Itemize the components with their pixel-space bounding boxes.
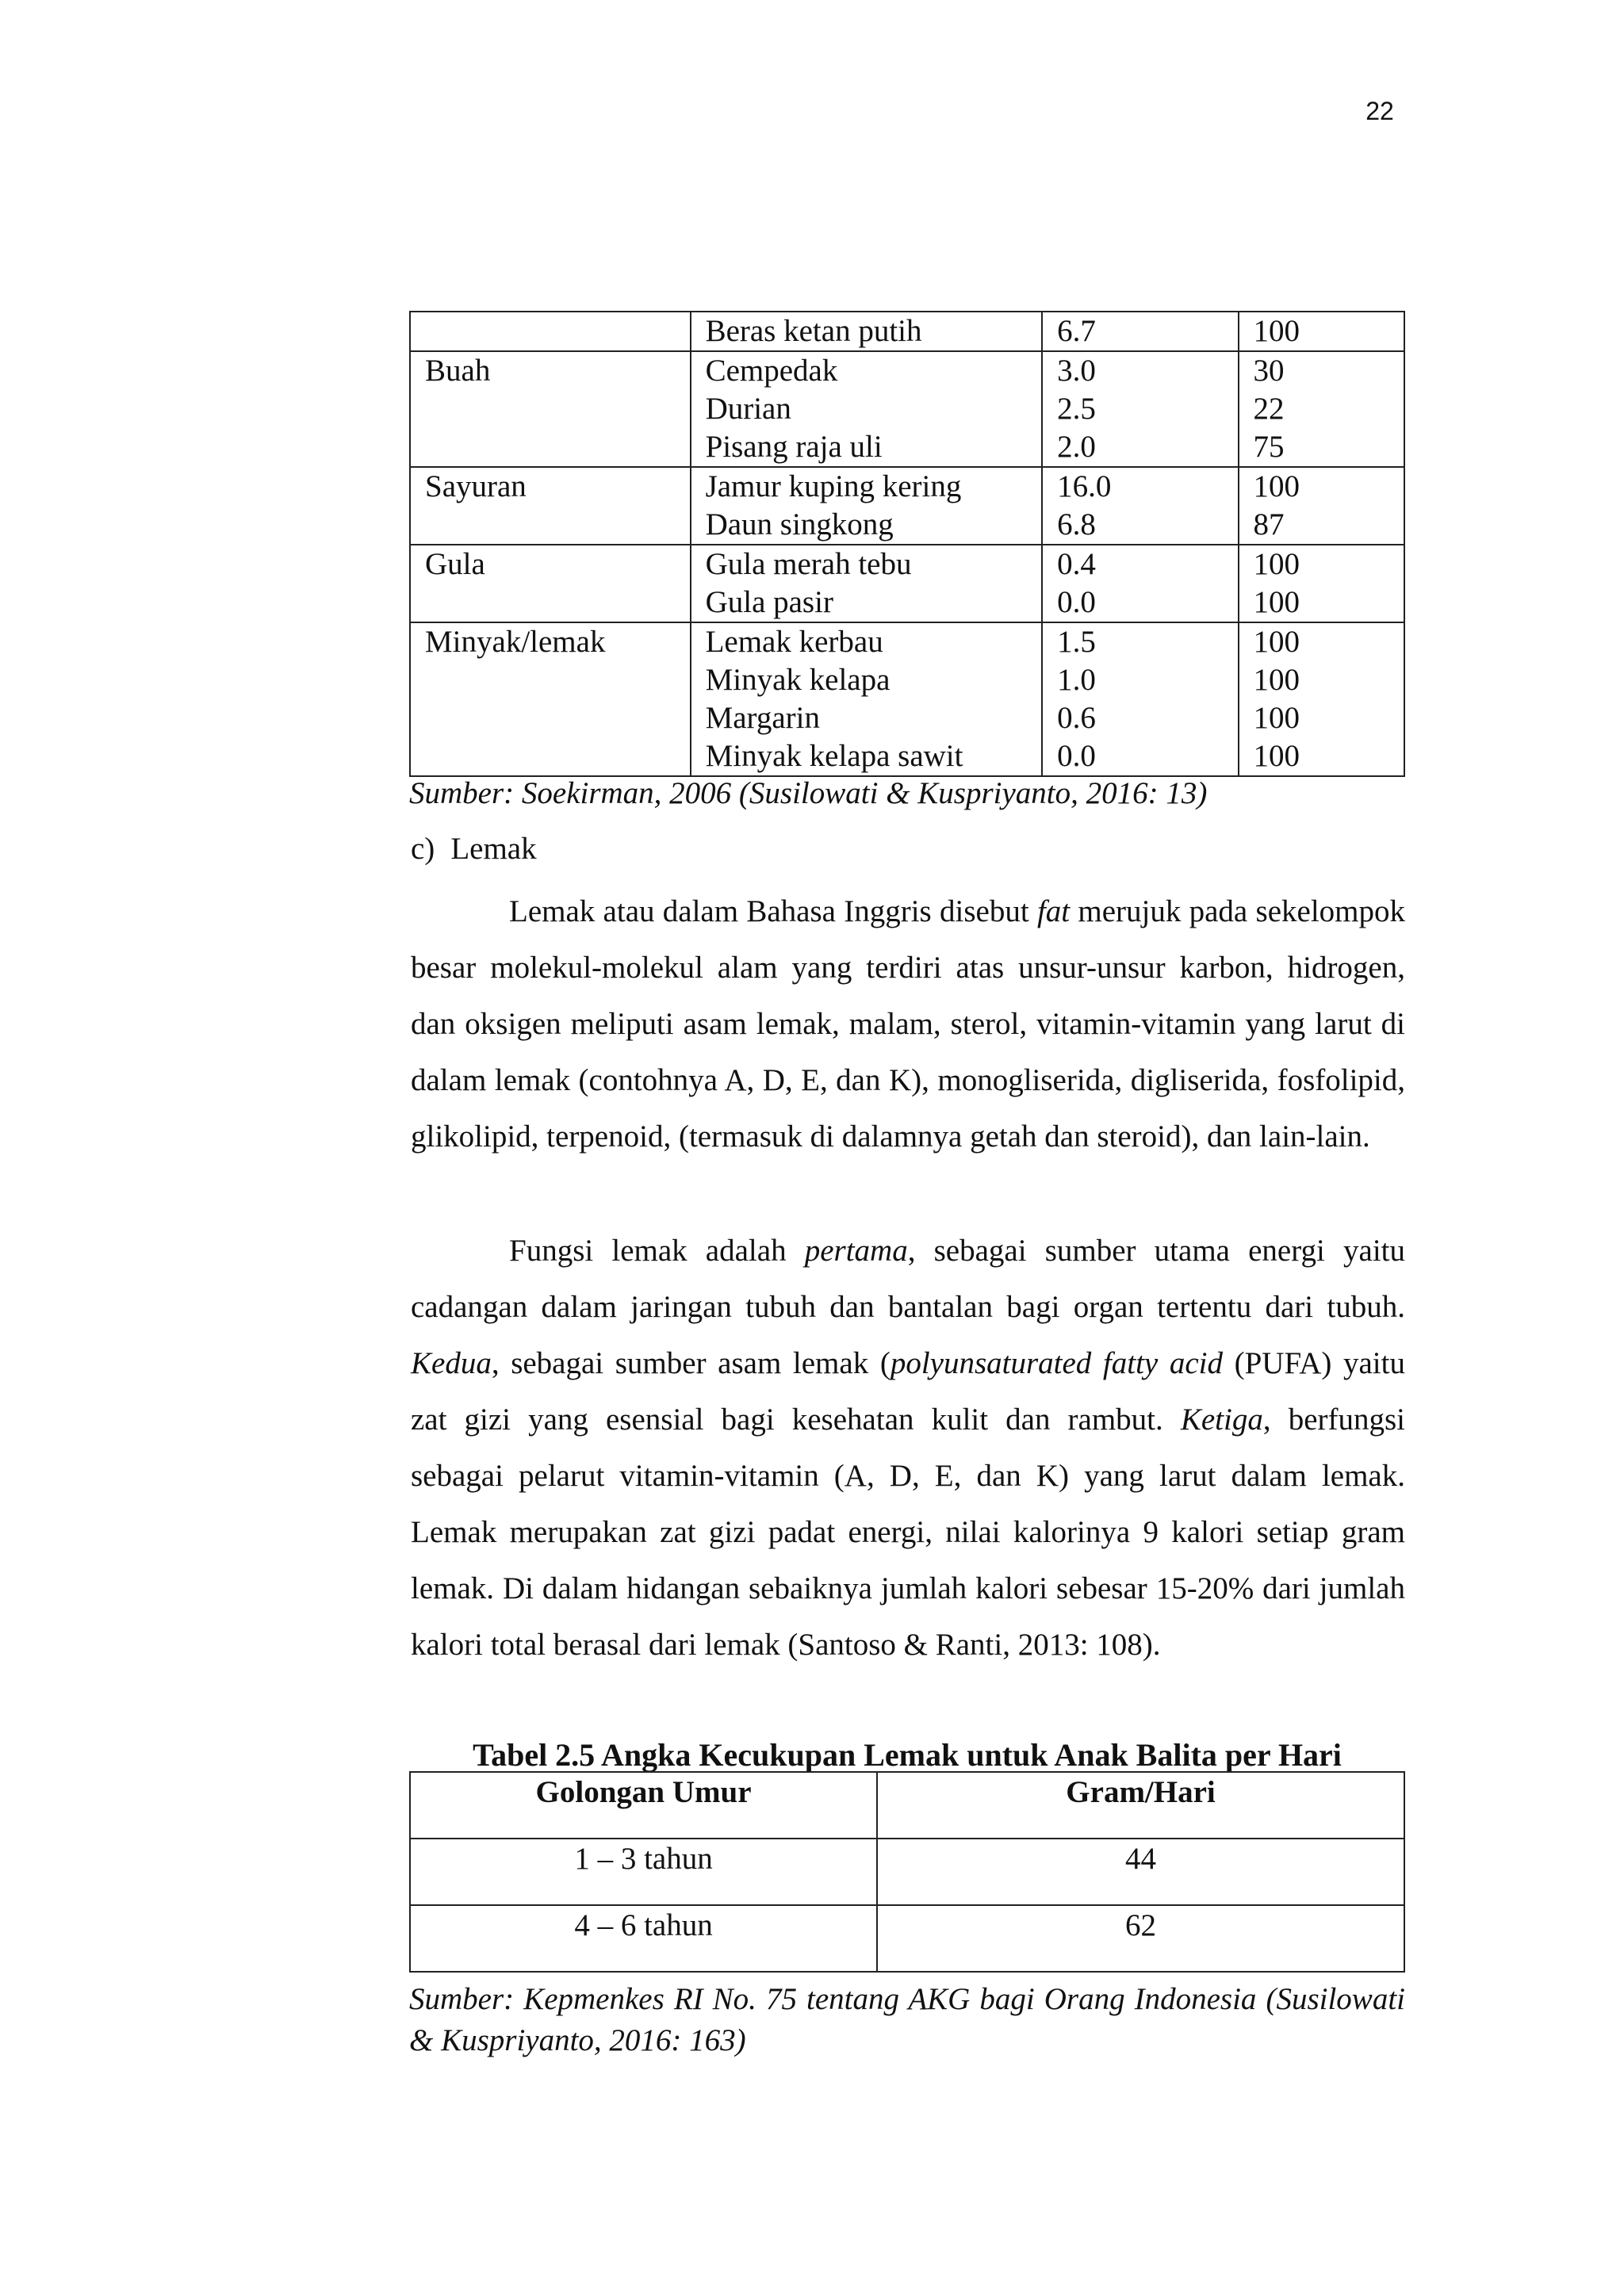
table-row [410,622,1404,776]
percent-entry: 87 [1253,507,1285,541]
percent-entry: 30 [1253,354,1285,388]
italic-term: polyunsaturated fatty acid [890,1346,1223,1380]
italic-term: Ketiga [1180,1402,1263,1437]
percent-entry: 100 [1253,585,1300,619]
italic-term: fat [1036,894,1071,928]
percents-cell [1239,467,1405,545]
paragraph-text: , sebagai sumber asam lemak ( [491,1346,891,1380]
values-cell [1042,545,1238,622]
value-entry: 0.6 [1057,701,1096,735]
value-entry: 6.8 [1057,507,1096,541]
value-entry: 0.4 [1057,547,1096,581]
percents-cell [1239,312,1405,351]
items-cell [691,622,1043,776]
value-entry: 2.5 [1057,392,1096,426]
value-entry: 1.5 [1057,625,1096,659]
italic-term: Kedua [411,1346,492,1380]
percent-entry: 22 [1253,392,1285,426]
table-cell: 44 [877,1839,1404,1905]
fat-requirement-table [409,1771,1405,1973]
percent-entry: 100 [1253,663,1300,697]
fat-content-table [409,311,1405,777]
values-cell [1042,351,1238,467]
table-row [410,545,1404,622]
items-cell [691,467,1043,545]
paragraph-text: Fungsi lemak adalah [509,1234,805,1268]
item-entry: Jamur kuping kering [705,469,962,503]
item-entry: Minyak kelapa sawit [705,739,963,773]
item-entry: Minyak kelapa [705,663,891,697]
paragraph-text: , berfungsi sebagai pelarut vitamin-vitamin (A, D, E, dan K) yang larut dalam lemak. Lemak merupakan zat gizi padat energi, nilai kalorinya 9 kalori setiap gram lemak. Di dalam hidangan sebaiknya jumlah kalori sebesar 15-20% dari jumlah kalori total berasal dari lemak (Santoso & Ranti, 2013: 108). [411,1402,1405,1662]
value-entry: 16.0 [1057,469,1112,503]
items-cell [691,312,1043,351]
values-cell [1042,622,1238,776]
table-row [410,1905,1404,1972]
values-cell [1042,312,1238,351]
group-cell [410,312,691,351]
item-entry: Durian [705,392,791,426]
item-entry: Cempedak [705,354,838,388]
value-entry: 6.7 [1057,314,1096,348]
table-cell: 1 – 3 tahun [410,1839,877,1905]
percents-cell [1239,545,1405,622]
italic-term: pertama [804,1234,908,1268]
value-entry: 3.0 [1057,354,1096,388]
column-header: Gram/Hari [877,1772,1404,1839]
table-row [410,467,1404,545]
paragraph-function [411,1223,1405,1673]
table-caption: Tabel 2.5 Angka Kecukupan Lemak untuk Anak Balita per Hari [473,1737,1342,1773]
table-source-note: Sumber: Kepmenkes RI No. 75 tentang AKG bagi Orang Indonesia (Susilowati & Kuspriyanto, 2016: 163) [409,1982,1405,2057]
group-cell: Minyak/lemak [410,622,691,776]
fat-content-table-body [410,312,1404,776]
item-entry: Margarin [705,701,820,735]
group-cell: Sayuran [410,467,691,545]
values-cell [1042,467,1238,545]
percent-entry: 75 [1253,430,1285,464]
table-cell: 62 [877,1905,1404,1972]
percent-entry: 100 [1253,469,1300,503]
items-cell [691,545,1043,622]
percent-entry: 100 [1253,701,1300,735]
paragraph-text: (PUFA) yaitu zat gizi yang esensial bagi kesehatan kulit dan rambut. [411,1346,1405,1437]
section-title: Lemak [450,832,537,866]
group-cell: Buah [410,351,691,467]
item-entry: Gula pasir [705,585,833,619]
item-entry: Lemak kerbau [705,625,883,659]
paragraph-text: merujuk pada sekelompok besar molekul-molekul alam yang terdiri atas unsur-unsur karbon, hidrogen, dan oksigen meliputi asam lemak, malam, sterol, vitamin-vitamin yang larut di dalam lemak (contohnya A, D, E, dan K), monogliserida, digliserida, fosfolipid, glikolipid, terpenoid, (termasuk di dalamnya getah dan steroid), dan lain-lain. [411,894,1405,1154]
percent-entry: 100 [1253,314,1300,348]
percent-entry: 100 [1253,547,1300,581]
table-row [410,351,1404,467]
percents-cell [1239,351,1405,467]
column-header: Golongan Umur [410,1772,877,1839]
value-entry: 2.0 [1057,430,1096,464]
item-entry: Pisang raja uli [705,430,883,464]
section-heading [411,831,537,867]
section-marker: c) [411,832,435,866]
items-cell [691,351,1043,467]
percents-cell [1239,622,1405,776]
paragraph-definition [411,883,1405,1165]
group-cell: Gula [410,545,691,622]
percent-entry: 100 [1253,625,1300,659]
page-number: 22 [1365,97,1394,125]
paragraph-text: , sebagai sumber utama energi yaitu cadangan dalam jaringan tubuh dan bantalan bagi organ tertentu dari tubuh. [411,1234,1405,1324]
value-entry: 0.0 [1057,585,1096,619]
table-source-note: Sumber: Soekirman, 2006 (Susilowati & Kuspriyanto, 2016: 13) [409,776,1208,810]
item-entry: Daun singkong [705,507,894,541]
value-entry: 0.0 [1057,739,1096,773]
table-header-row [410,1772,1404,1839]
table-row [410,1839,1404,1905]
percent-entry: 100 [1253,739,1300,773]
value-entry: 1.0 [1057,663,1096,697]
item-entry: Beras ketan putih [705,314,922,348]
paragraph-text: Lemak atau dalam Bahasa Inggris disebut [509,894,1037,928]
item-entry: Gula merah tebu [705,547,912,581]
table-row [410,312,1404,351]
table-cell: 4 – 6 tahun [410,1905,877,1972]
